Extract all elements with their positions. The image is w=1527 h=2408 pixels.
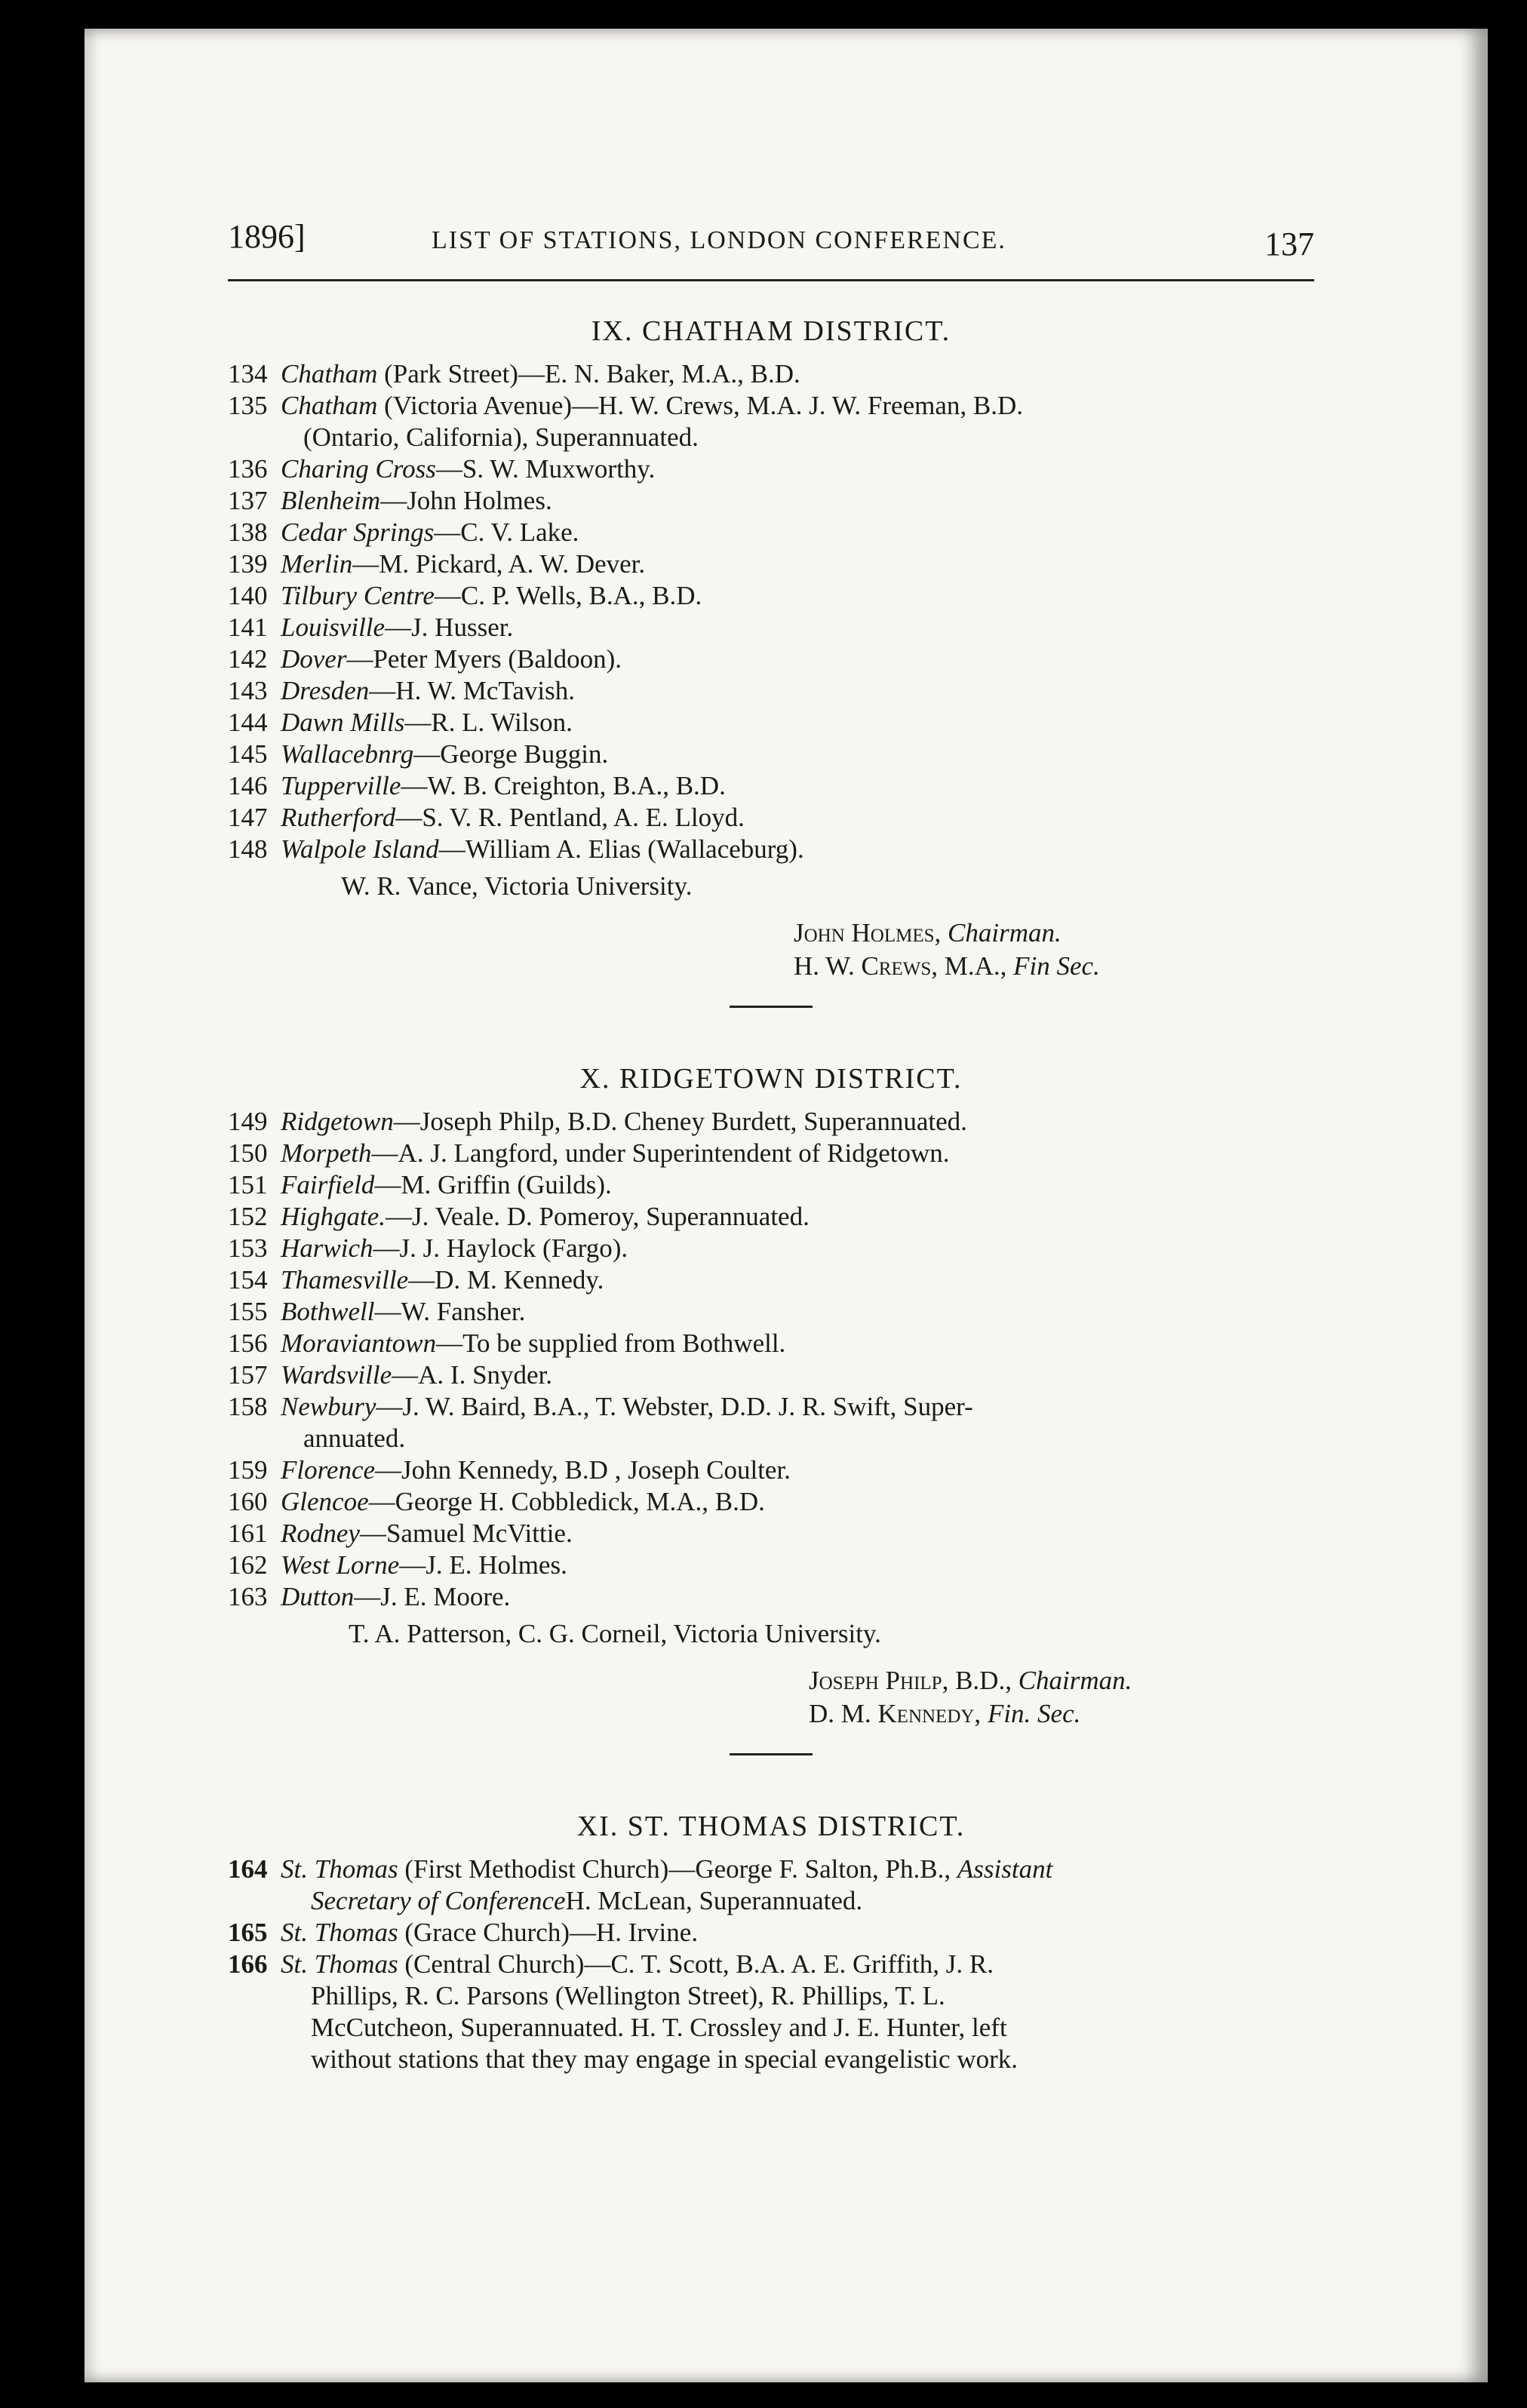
secretary-role: Fin. Sec. bbox=[987, 1699, 1081, 1728]
station-text bbox=[281, 390, 1023, 422]
station-entry bbox=[228, 580, 1314, 612]
header-year: 1896] bbox=[228, 218, 306, 255]
station-place: Florence bbox=[281, 1455, 376, 1485]
station-place: Dutton bbox=[281, 1582, 355, 1611]
station-ministers: —To be supplied from Bothwell. bbox=[436, 1328, 786, 1358]
station-ministers: —M. Griffin (Guilds). bbox=[374, 1170, 612, 1199]
station-entry bbox=[228, 1264, 1314, 1296]
station-ministers: —Peter Myers (Baldoon). bbox=[346, 644, 622, 674]
station-number: 137 bbox=[228, 486, 268, 515]
station-text bbox=[281, 1854, 1052, 1885]
station-entry bbox=[228, 1106, 1314, 1138]
district-officers bbox=[809, 1664, 1314, 1731]
station-text bbox=[281, 1949, 994, 1980]
station-number: 144 bbox=[228, 708, 268, 737]
station-place: Tupperville bbox=[281, 771, 401, 800]
station-list bbox=[228, 1106, 1314, 1613]
station-ministers: —George Buggin. bbox=[413, 739, 609, 769]
station-text bbox=[281, 770, 726, 802]
station-number: 136 bbox=[228, 454, 268, 484]
station-ministers: —A. I. Snyder. bbox=[392, 1360, 553, 1390]
station-ministers: (First Methodist Church)—George F. Salton, Ph.B., bbox=[398, 1854, 951, 1884]
extra-note: W. R. Vance, Victoria University. bbox=[341, 871, 693, 901]
station-text bbox=[281, 1518, 573, 1550]
station-ministers: (Grace Church)—H. Irvine. bbox=[398, 1918, 699, 1947]
station-number: 165 bbox=[228, 1918, 268, 1947]
station-ministers: —C. V. Lake. bbox=[434, 518, 579, 547]
station-place: Blenheim bbox=[281, 486, 381, 515]
station-ministers: —George H. Cobbledick, M.A., B.D. bbox=[368, 1487, 765, 1516]
station-text bbox=[281, 358, 800, 390]
station-text bbox=[281, 612, 513, 643]
station-number: 154 bbox=[228, 1265, 268, 1295]
station-place: Glencoe bbox=[281, 1487, 369, 1516]
station-ministers: —J. J. Haylock (Fargo). bbox=[373, 1233, 628, 1263]
station-number: 162 bbox=[228, 1550, 268, 1580]
section-divider bbox=[730, 1006, 813, 1008]
secretary-name: D. M. Kennedy, bbox=[809, 1699, 982, 1728]
header-title: LIST OF STATIONS, LONDON CONFERENCE. bbox=[432, 226, 1006, 254]
station-entry bbox=[228, 802, 1314, 834]
station-place: Fairfield bbox=[281, 1170, 375, 1199]
page-content bbox=[228, 210, 1314, 2075]
station-ministers: —S. V. R. Pentland, A. E. Lloyd. bbox=[395, 803, 745, 832]
district-title: IX. CHATHAM DISTRICT. bbox=[591, 315, 951, 347]
station-entry bbox=[228, 1518, 1314, 1550]
chairman-role: Chairman. bbox=[948, 918, 1062, 948]
station-number: 140 bbox=[228, 581, 268, 610]
station-place: St. Thomas bbox=[281, 1949, 398, 1979]
station-ministers: —D. M. Kennedy. bbox=[408, 1265, 604, 1295]
station-list bbox=[228, 358, 1314, 865]
station-number: 139 bbox=[228, 549, 268, 579]
page bbox=[84, 29, 1488, 2382]
station-entry bbox=[228, 834, 1314, 865]
station-place: Dresden bbox=[281, 676, 370, 705]
station-number: 147 bbox=[228, 803, 268, 832]
chairman-line bbox=[794, 917, 1314, 950]
station-entry bbox=[228, 390, 1314, 422]
station-text bbox=[281, 1296, 525, 1328]
station-place: St. Thomas bbox=[281, 1854, 398, 1884]
district-title: XI. ST. THOMAS DISTRICT. bbox=[576, 1811, 966, 1842]
station-ministers: —John Holmes. bbox=[380, 486, 552, 515]
station-place: Morpeth bbox=[281, 1138, 372, 1168]
station-entry bbox=[228, 707, 1314, 739]
station-text bbox=[281, 1106, 967, 1138]
station-entry bbox=[228, 548, 1314, 580]
station-place: Wallacebnrg bbox=[281, 739, 414, 769]
station-number: 142 bbox=[228, 644, 268, 674]
station-place: Chatham bbox=[281, 391, 378, 420]
chairman-line bbox=[809, 1664, 1314, 1697]
station-ministers: —J. W. Baird, B.A., T. Webster, D.D. J. R. Swift, Super- bbox=[376, 1392, 973, 1421]
station-text bbox=[281, 517, 579, 548]
station-number: 156 bbox=[228, 1328, 268, 1358]
station-text bbox=[281, 1391, 973, 1423]
station-entry bbox=[228, 1454, 1314, 1486]
station-entry bbox=[228, 643, 1314, 675]
station-place: Tilbury Centre bbox=[281, 581, 435, 610]
station-number: 143 bbox=[228, 676, 268, 705]
station-ministers: —M. Pickard, A. W. Dever. bbox=[352, 549, 646, 579]
station-place: Dover bbox=[281, 644, 347, 674]
station-entry bbox=[228, 453, 1314, 485]
station-number: 163 bbox=[228, 1582, 268, 1611]
station-continuation bbox=[228, 1885, 1314, 1917]
station-entry bbox=[228, 1486, 1314, 1518]
station-entry bbox=[228, 739, 1314, 770]
station-text bbox=[281, 548, 645, 580]
ridgetown-district bbox=[228, 1062, 1314, 1755]
station-place: Harwich bbox=[281, 1233, 373, 1263]
station-text bbox=[281, 1359, 552, 1391]
station-entry bbox=[228, 1296, 1314, 1328]
secretary-degree: M.A., bbox=[938, 951, 1007, 981]
station-number: 161 bbox=[228, 1519, 268, 1548]
station-entry bbox=[228, 1328, 1314, 1359]
station-ministers: —Joseph Philp, B.D. Cheney Burdett, Superannuated. bbox=[393, 1107, 967, 1136]
station-place: Dawn Mills bbox=[281, 708, 405, 737]
station-ministers: —John Kennedy, B.D , Joseph Coulter. bbox=[375, 1455, 791, 1485]
station-number: 134 bbox=[228, 359, 268, 389]
station-role: Assistant bbox=[957, 1854, 1053, 1884]
station-text bbox=[281, 802, 745, 834]
station-place: Wardsville bbox=[281, 1360, 392, 1390]
station-place: Charing Cross bbox=[281, 454, 436, 484]
station-ministers: —Samuel McVittie. bbox=[359, 1519, 573, 1548]
station-ministers: (Central Church)—C. T. Scott, B.A. A. E. Griffith, J. R. bbox=[398, 1949, 994, 1979]
station-continuation: McCutcheon, Superannuated. H. T. Crossley and J. E. Hunter, left bbox=[311, 2013, 1007, 2042]
station-text bbox=[281, 453, 655, 485]
station-entry bbox=[228, 1949, 1314, 1980]
district-title: X. RIDGETOWN DISTRICT. bbox=[579, 1063, 963, 1095]
station-entry bbox=[228, 1233, 1314, 1264]
station-entry bbox=[228, 517, 1314, 548]
station-text bbox=[281, 643, 622, 675]
station-entry bbox=[228, 1391, 1314, 1423]
station-place: West Lorne bbox=[281, 1550, 400, 1580]
station-ministers: —J. E. Moore. bbox=[354, 1582, 511, 1611]
secretary-line bbox=[794, 950, 1314, 983]
station-text bbox=[281, 675, 575, 707]
station-place: Moraviantown bbox=[281, 1328, 437, 1358]
station-ministers: —S. W. Muxworthy. bbox=[435, 454, 656, 484]
station-number: 149 bbox=[228, 1107, 268, 1136]
station-number: 159 bbox=[228, 1455, 268, 1485]
extra-note: T. A. Patterson, C. G. Corneil, Victoria University. bbox=[349, 1619, 881, 1648]
station-text bbox=[281, 707, 573, 739]
station-text bbox=[281, 1328, 785, 1359]
station-number: 160 bbox=[228, 1487, 268, 1516]
station-ministers: —W. B. Creighton, B.A., B.D. bbox=[401, 771, 726, 800]
station-entry bbox=[228, 675, 1314, 707]
station-place: Thamesville bbox=[281, 1265, 409, 1295]
station-text bbox=[281, 1454, 791, 1486]
station-text bbox=[281, 580, 702, 612]
station-continuation: annuated. bbox=[303, 1424, 406, 1453]
chairman-degree: B.D., bbox=[948, 1666, 1012, 1695]
station-continuation-text: H. McLean, Superannuated. bbox=[565, 1886, 863, 1915]
chairman-name: Joseph Philp, bbox=[809, 1666, 949, 1695]
station-text bbox=[281, 739, 608, 770]
station-place: Walpole Island bbox=[281, 834, 439, 864]
station-ministers: (Park Street)—E. N. Baker, M.A., B.D. bbox=[377, 359, 800, 389]
station-entry bbox=[228, 1854, 1314, 1885]
station-text bbox=[281, 1138, 950, 1169]
station-number: 164 bbox=[228, 1854, 268, 1884]
station-list bbox=[228, 1854, 1314, 2075]
station-role: Secretary of Conference bbox=[311, 1886, 566, 1915]
station-number: 166 bbox=[228, 1949, 268, 1979]
station-number: 141 bbox=[228, 613, 268, 642]
station-entry bbox=[228, 1581, 1314, 1613]
station-number: 150 bbox=[228, 1138, 268, 1168]
station-place: Rutherford bbox=[281, 803, 396, 832]
st-thomas-district bbox=[228, 1810, 1314, 2075]
station-number: 151 bbox=[228, 1170, 268, 1199]
station-number: 138 bbox=[228, 518, 268, 547]
station-continuation: Phillips, R. C. Parsons (Wellington Street), R. Phillips, T. L. bbox=[311, 1981, 945, 2010]
station-number: 145 bbox=[228, 739, 268, 769]
station-text bbox=[281, 1486, 765, 1518]
station-entry bbox=[228, 1550, 1314, 1581]
station-place: Newbury bbox=[281, 1392, 376, 1421]
secretary-line bbox=[809, 1697, 1314, 1731]
station-ministers: —R. L. Wilson. bbox=[404, 708, 573, 737]
station-text bbox=[281, 1917, 698, 1949]
station-entry bbox=[228, 1169, 1314, 1201]
station-entry bbox=[228, 358, 1314, 390]
station-ministers: —W. Fansher. bbox=[374, 1297, 526, 1326]
station-number: 148 bbox=[228, 834, 268, 864]
station-place: Chatham bbox=[281, 359, 378, 389]
station-ministers: —J. E. Holmes. bbox=[399, 1550, 567, 1580]
station-entry bbox=[228, 1201, 1314, 1233]
station-place: Ridgetown bbox=[281, 1107, 394, 1136]
station-ministers: —C. P. Wells, B.A., B.D. bbox=[434, 581, 702, 610]
chairman-name: John Holmes, bbox=[794, 918, 942, 948]
station-number: 152 bbox=[228, 1202, 268, 1231]
station-text bbox=[281, 1169, 612, 1201]
station-number: 157 bbox=[228, 1360, 268, 1390]
station-ministers: —J. Husser. bbox=[385, 613, 514, 642]
station-entry bbox=[228, 1917, 1314, 1949]
section-divider bbox=[730, 1753, 813, 1755]
station-place: Rodney bbox=[281, 1519, 360, 1548]
station-text bbox=[281, 1201, 810, 1233]
station-place: Cedar Springs bbox=[281, 518, 435, 547]
chairman-role: Chairman. bbox=[1018, 1666, 1132, 1695]
station-ministers: (Victoria Avenue)—H. W. Crews, M.A. J. W. Freeman, B.D. bbox=[377, 391, 1023, 420]
station-ministers: —William A. Elias (Wallaceburg). bbox=[438, 834, 804, 864]
station-number: 146 bbox=[228, 771, 268, 800]
station-entry bbox=[228, 1359, 1314, 1391]
station-place: St. Thomas bbox=[281, 1918, 398, 1947]
station-entry bbox=[228, 485, 1314, 517]
station-text bbox=[281, 1264, 604, 1296]
station-continuation: (Ontario, California), Superannuated. bbox=[303, 422, 699, 452]
station-place: Highgate. bbox=[281, 1202, 386, 1231]
station-text bbox=[281, 1233, 628, 1264]
station-continuation: without stations that they may engage in special evangelistic work. bbox=[311, 2044, 1018, 2074]
station-place: Merlin bbox=[281, 549, 353, 579]
station-entry bbox=[228, 612, 1314, 643]
station-entry bbox=[228, 1138, 1314, 1169]
station-ministers: —J. Veale. D. Pomeroy, Superannuated. bbox=[386, 1202, 810, 1231]
chatham-district bbox=[228, 315, 1314, 1008]
station-text bbox=[281, 834, 804, 865]
station-place: Louisville bbox=[281, 613, 386, 642]
station-number: 158 bbox=[228, 1392, 268, 1421]
station-ministers: —H. W. McTavish. bbox=[369, 676, 575, 705]
running-head bbox=[228, 210, 1314, 281]
station-ministers: —A. J. Langford, under Superintendent of Ridgetown. bbox=[371, 1138, 950, 1168]
station-number: 155 bbox=[228, 1297, 268, 1326]
district-officers bbox=[794, 917, 1314, 983]
station-text bbox=[281, 1550, 567, 1581]
station-number: 135 bbox=[228, 391, 268, 420]
secretary-role: Fin Sec. bbox=[1013, 951, 1100, 981]
station-entry bbox=[228, 770, 1314, 802]
secretary-name: H. W. Crews, bbox=[794, 951, 939, 981]
station-text bbox=[281, 485, 552, 517]
page-number: 137 bbox=[1264, 226, 1314, 263]
station-place: Bothwell bbox=[281, 1297, 375, 1326]
station-number: 153 bbox=[228, 1233, 268, 1263]
station-text bbox=[281, 1581, 510, 1613]
